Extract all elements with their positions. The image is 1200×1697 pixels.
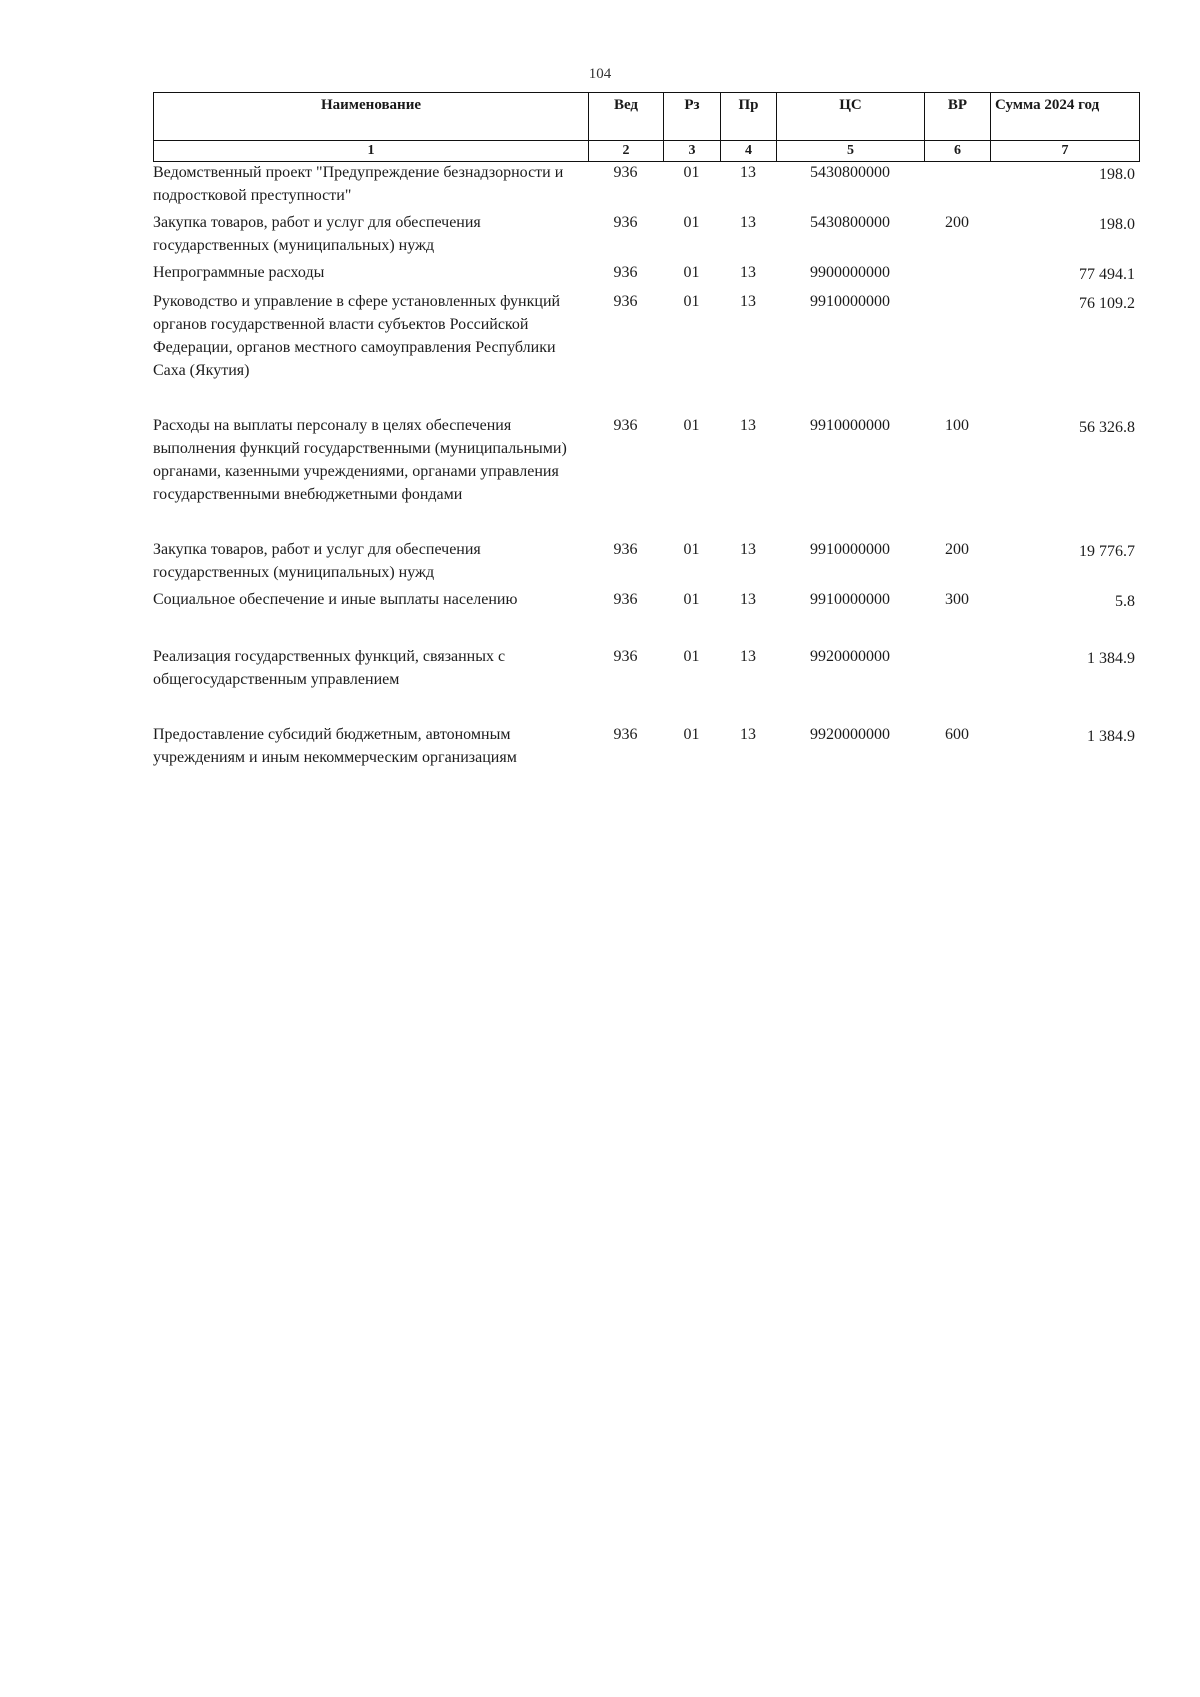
spacer-row — [153, 510, 1139, 538]
row-name: Предоставление субсидий бюджетным, автономным учреждениям и иным некоммерческим организациям — [153, 726, 517, 766]
row-sum: 198.0 — [1099, 166, 1135, 183]
spacer-row — [153, 695, 1139, 723]
header-name: Наименование — [154, 93, 589, 141]
column-number: 6 — [925, 141, 991, 162]
row-pr: 13 — [740, 541, 756, 558]
table-row — [153, 161, 1139, 211]
header-ved: Вед — [589, 93, 664, 141]
table-row — [153, 290, 1139, 386]
table-row — [153, 645, 1139, 695]
budget-table — [153, 161, 1139, 773]
row-cs: 9910000000 — [810, 293, 890, 310]
row-rz: 01 — [683, 417, 700, 434]
row-ved: 936 — [613, 164, 638, 181]
row-cs: 5430800000 — [810, 164, 890, 181]
row-rz: 01 — [683, 591, 700, 608]
table-row — [153, 588, 1139, 617]
header-title-row — [154, 93, 1140, 141]
row-sum: 198.0 — [1099, 216, 1135, 233]
row-rz: 01 — [683, 541, 700, 558]
header-vr: ВР — [925, 93, 991, 141]
column-number: 1 — [154, 141, 589, 162]
row-pr: 13 — [740, 214, 756, 231]
row-pr: 13 — [740, 591, 756, 608]
row-pr: 13 — [740, 648, 756, 665]
header-cs: ЦС — [777, 93, 925, 141]
row-cs: 5430800000 — [810, 214, 890, 231]
row-sum: 77 494.1 — [1079, 266, 1135, 283]
column-number: 2 — [589, 141, 664, 162]
row-name: Закупка товаров, работ и услуг для обеспечения государственных (муниципальных) нужд — [153, 541, 481, 581]
row-ved: 936 — [613, 417, 638, 434]
row-sum: 19 776.7 — [1079, 543, 1135, 560]
header-pr: Пр — [721, 93, 777, 141]
column-number: 7 — [991, 141, 1140, 162]
row-name: Социальное обеспечение и иные выплаты населению — [153, 591, 518, 608]
row-rz: 01 — [683, 648, 700, 665]
row-sum: 56 326.8 — [1079, 419, 1135, 436]
header-rz: Рз — [664, 93, 721, 141]
row-rz: 01 — [683, 164, 700, 181]
row-rz: 01 — [683, 293, 700, 310]
row-ved: 936 — [613, 591, 638, 608]
column-number: 4 — [721, 141, 777, 162]
row-sum: 76 109.2 — [1079, 295, 1135, 312]
row-ved: 936 — [613, 293, 638, 310]
row-rz: 01 — [683, 264, 700, 281]
row-pr: 13 — [740, 264, 756, 281]
row-vr — [924, 161, 990, 211]
row-ved: 936 — [613, 648, 638, 665]
row-rz: 01 — [683, 726, 700, 743]
row-vr: 600 — [945, 726, 969, 743]
row-ved: 936 — [613, 264, 638, 281]
row-cs: 9910000000 — [810, 417, 890, 434]
row-name: Непрограммные расходы — [153, 264, 325, 281]
row-sum: 1 384.9 — [1087, 728, 1135, 745]
row-cs: 9910000000 — [810, 541, 890, 558]
row-vr: 200 — [945, 541, 969, 558]
row-ved: 936 — [613, 214, 638, 231]
header-number-row — [154, 141, 1140, 162]
row-pr: 13 — [740, 164, 756, 181]
row-name: Закупка товаров, работ и услуг для обеспечения государственных (муниципальных) нужд — [153, 214, 481, 254]
row-rz: 01 — [683, 214, 700, 231]
row-name: Расходы на выплаты персоналу в целях обеспечения выполнения функций государственными (муниципальными) органами, казенными учреждениями, органами управления государственными внебюджетными фондами — [153, 417, 567, 503]
table-header — [153, 92, 1140, 162]
spacer-row — [153, 617, 1139, 645]
row-vr — [924, 261, 990, 290]
header-sum: Сумма 2024 год — [991, 93, 1140, 141]
row-vr — [924, 290, 990, 386]
row-cs: 9900000000 — [810, 264, 890, 281]
row-ved: 936 — [613, 726, 638, 743]
row-name: Ведомственный проект "Предупреждение безнадзорности и подростковой преступности" — [153, 164, 564, 204]
column-number: 3 — [664, 141, 721, 162]
table-row — [153, 414, 1139, 510]
table-row — [153, 261, 1139, 290]
row-pr: 13 — [740, 293, 756, 310]
row-vr: 300 — [945, 591, 969, 608]
page-number: 104 — [588, 66, 612, 82]
row-vr — [924, 645, 990, 695]
row-cs: 9920000000 — [810, 648, 890, 665]
row-pr: 13 — [740, 417, 756, 434]
row-pr: 13 — [740, 726, 756, 743]
row-cs: 9920000000 — [810, 726, 890, 743]
row-vr: 200 — [945, 214, 969, 231]
row-vr: 100 — [945, 417, 969, 434]
row-ved: 936 — [613, 541, 638, 558]
row-sum: 1 384.9 — [1087, 650, 1135, 667]
row-name: Реализация государственных функций, связанных с общегосударственным управлением — [153, 648, 506, 688]
row-sum: 5.8 — [1115, 593, 1135, 610]
row-cs: 9910000000 — [810, 591, 890, 608]
table-row — [153, 211, 1139, 261]
spacer-row — [153, 386, 1139, 414]
table-row — [153, 538, 1139, 588]
table-row — [153, 723, 1139, 773]
column-number: 5 — [777, 141, 925, 162]
row-name: Руководство и управление в сфере установленных функций органов государственной власти субъектов Российской Федерации, органов местного самоуправления Республики Саха (Якутия) — [153, 293, 561, 379]
